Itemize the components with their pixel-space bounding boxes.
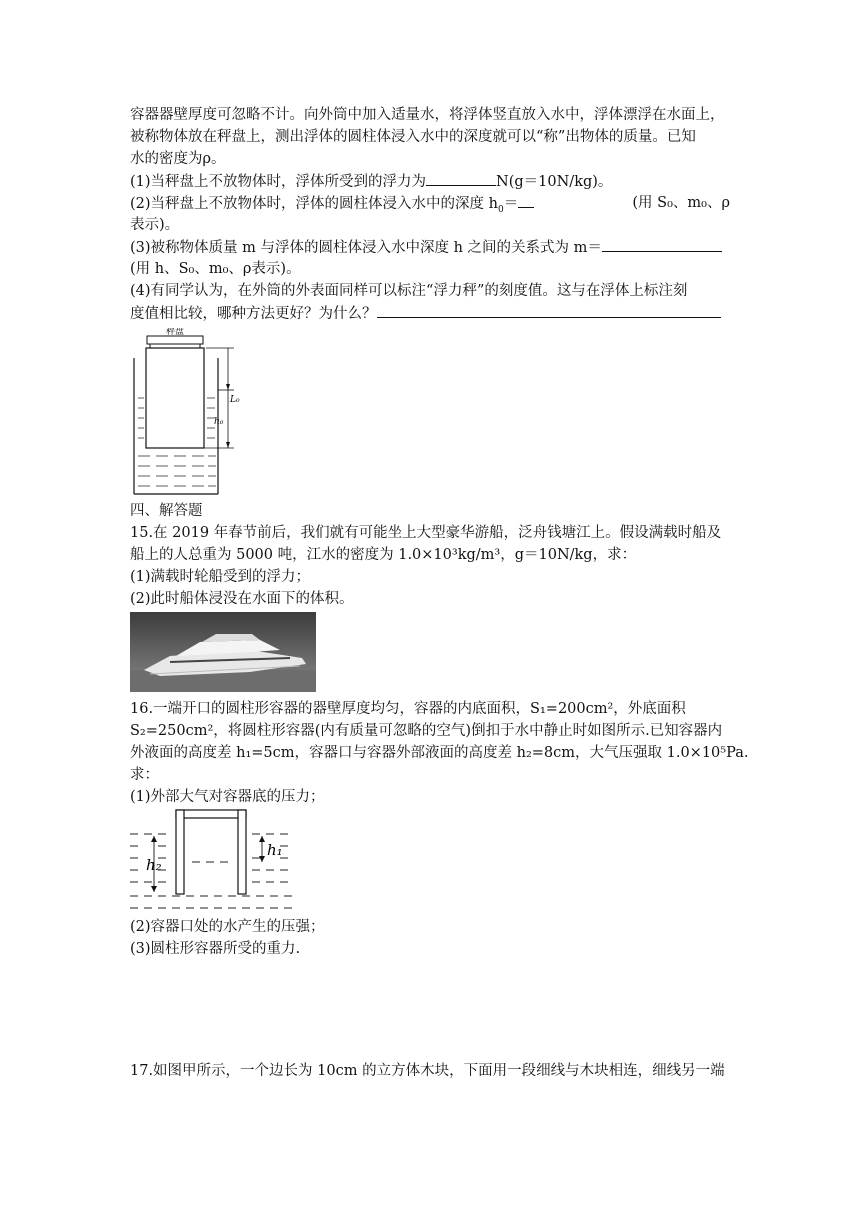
q15-part-2: (2)此时船体浸没在水面下的体积。 [130, 591, 354, 607]
h0-label: h₀ [214, 417, 224, 427]
q16-line-1: 16.一端开口的圆柱形容器的器壁厚度均匀，容器的内底面积，S₁=200cm²，外底面积 [130, 701, 686, 717]
section-heading: 四、解答题 [130, 503, 203, 519]
inverted-container-figure [130, 808, 300, 916]
q15-line-2: 船上的人总重为 5000 吨，江水的密度为 1.0×10³kg/m³，g＝10N/kg，求： [130, 547, 637, 563]
float-scale-figure [130, 328, 260, 498]
q16-part-3: (3)圆柱形容器所受的重力. [130, 941, 301, 957]
q14-part-2-cont: 表示)。 [130, 217, 180, 233]
q14-part-4-line-2: 度值相比较，哪种方法更好？为什么？ [130, 302, 730, 324]
ship-photo [130, 612, 316, 692]
q16-line-2: S₂=250cm²，将圆柱形容器(内有质量可忽略的空气)倒扣于水中静止时如图所示.已知容器内 [130, 723, 723, 739]
pan-label: 秤盘 [165, 328, 185, 337]
h1-label: h₁ [267, 841, 283, 859]
q14-part-1: (1)当秤盘上不放物体时，浮体所受到的浮力为 N(g＝10N/kg)。 [130, 170, 730, 192]
answer-blank-4[interactable] [377, 302, 721, 318]
q14-part-3: (3)被称物体质量 m 与浮体的圆柱体浸入水中深度 h 之间的关系式为 m＝ [130, 236, 730, 258]
answer-blank-1[interactable] [426, 170, 496, 186]
L0-label: L₀ [230, 395, 240, 405]
q14-part-2: (2)当秤盘上不放物体时，浮体的圆柱体浸入水中的深度 $h_0=$ (用 S₀、m₀、ρ [130, 192, 730, 214]
q14-text-line-1: 容器器壁厚度可忽略不计。向外筒中加入适量水，将浮体竖直放入水中，浮体漂浮在水面上， [130, 107, 725, 123]
q14-part-4-line-1: (4)有同学认为，在外筒的外表面同样可以标注“浮力秤”的刻度值。这与在浮体上标注刻 [130, 283, 688, 299]
q16-part-2: (2)容器口处的水产生的压强； [130, 919, 325, 935]
document-page [130, 104, 749, 1082]
q14-text-line-2: 被称物体放在秤盘上，测出浮体的圆柱体浸入水中的深度就可以“称”出物体的质量。已知 [130, 129, 696, 145]
h2-label: h₂ [146, 856, 162, 874]
q17-line-1: 17.如图甲所示，一个边长为 10cm 的立方体木块，下面用一段细线与木块相连，细线另一端 [130, 1063, 725, 1079]
q16-part-1: (1)外部大气对容器底的压力； [130, 789, 325, 805]
q16-line-3: 外液面的高度差 h₁=5cm，容器口与容器外部液面的高度差 h₂=8cm，大气压强取 1.0×10⁵Pa. [130, 745, 749, 761]
answer-blank-2[interactable] [518, 192, 534, 208]
answer-blank-3[interactable] [602, 236, 722, 252]
q15-part-1: (1)满载时轮船受到的浮力； [130, 569, 311, 585]
q15-line-1: 15.在 2019 年春节前后，我们就有可能坐上大型豪华游船，泛舟钱塘江上。假设满载时船及 [130, 525, 722, 541]
q14-text-line-3: 水的密度为ρ。 [130, 151, 226, 167]
q14-part-3-cont: (用 h、S₀、m₀、ρ表示)。 [130, 261, 301, 277]
q16-line-4: 求： [130, 767, 159, 783]
